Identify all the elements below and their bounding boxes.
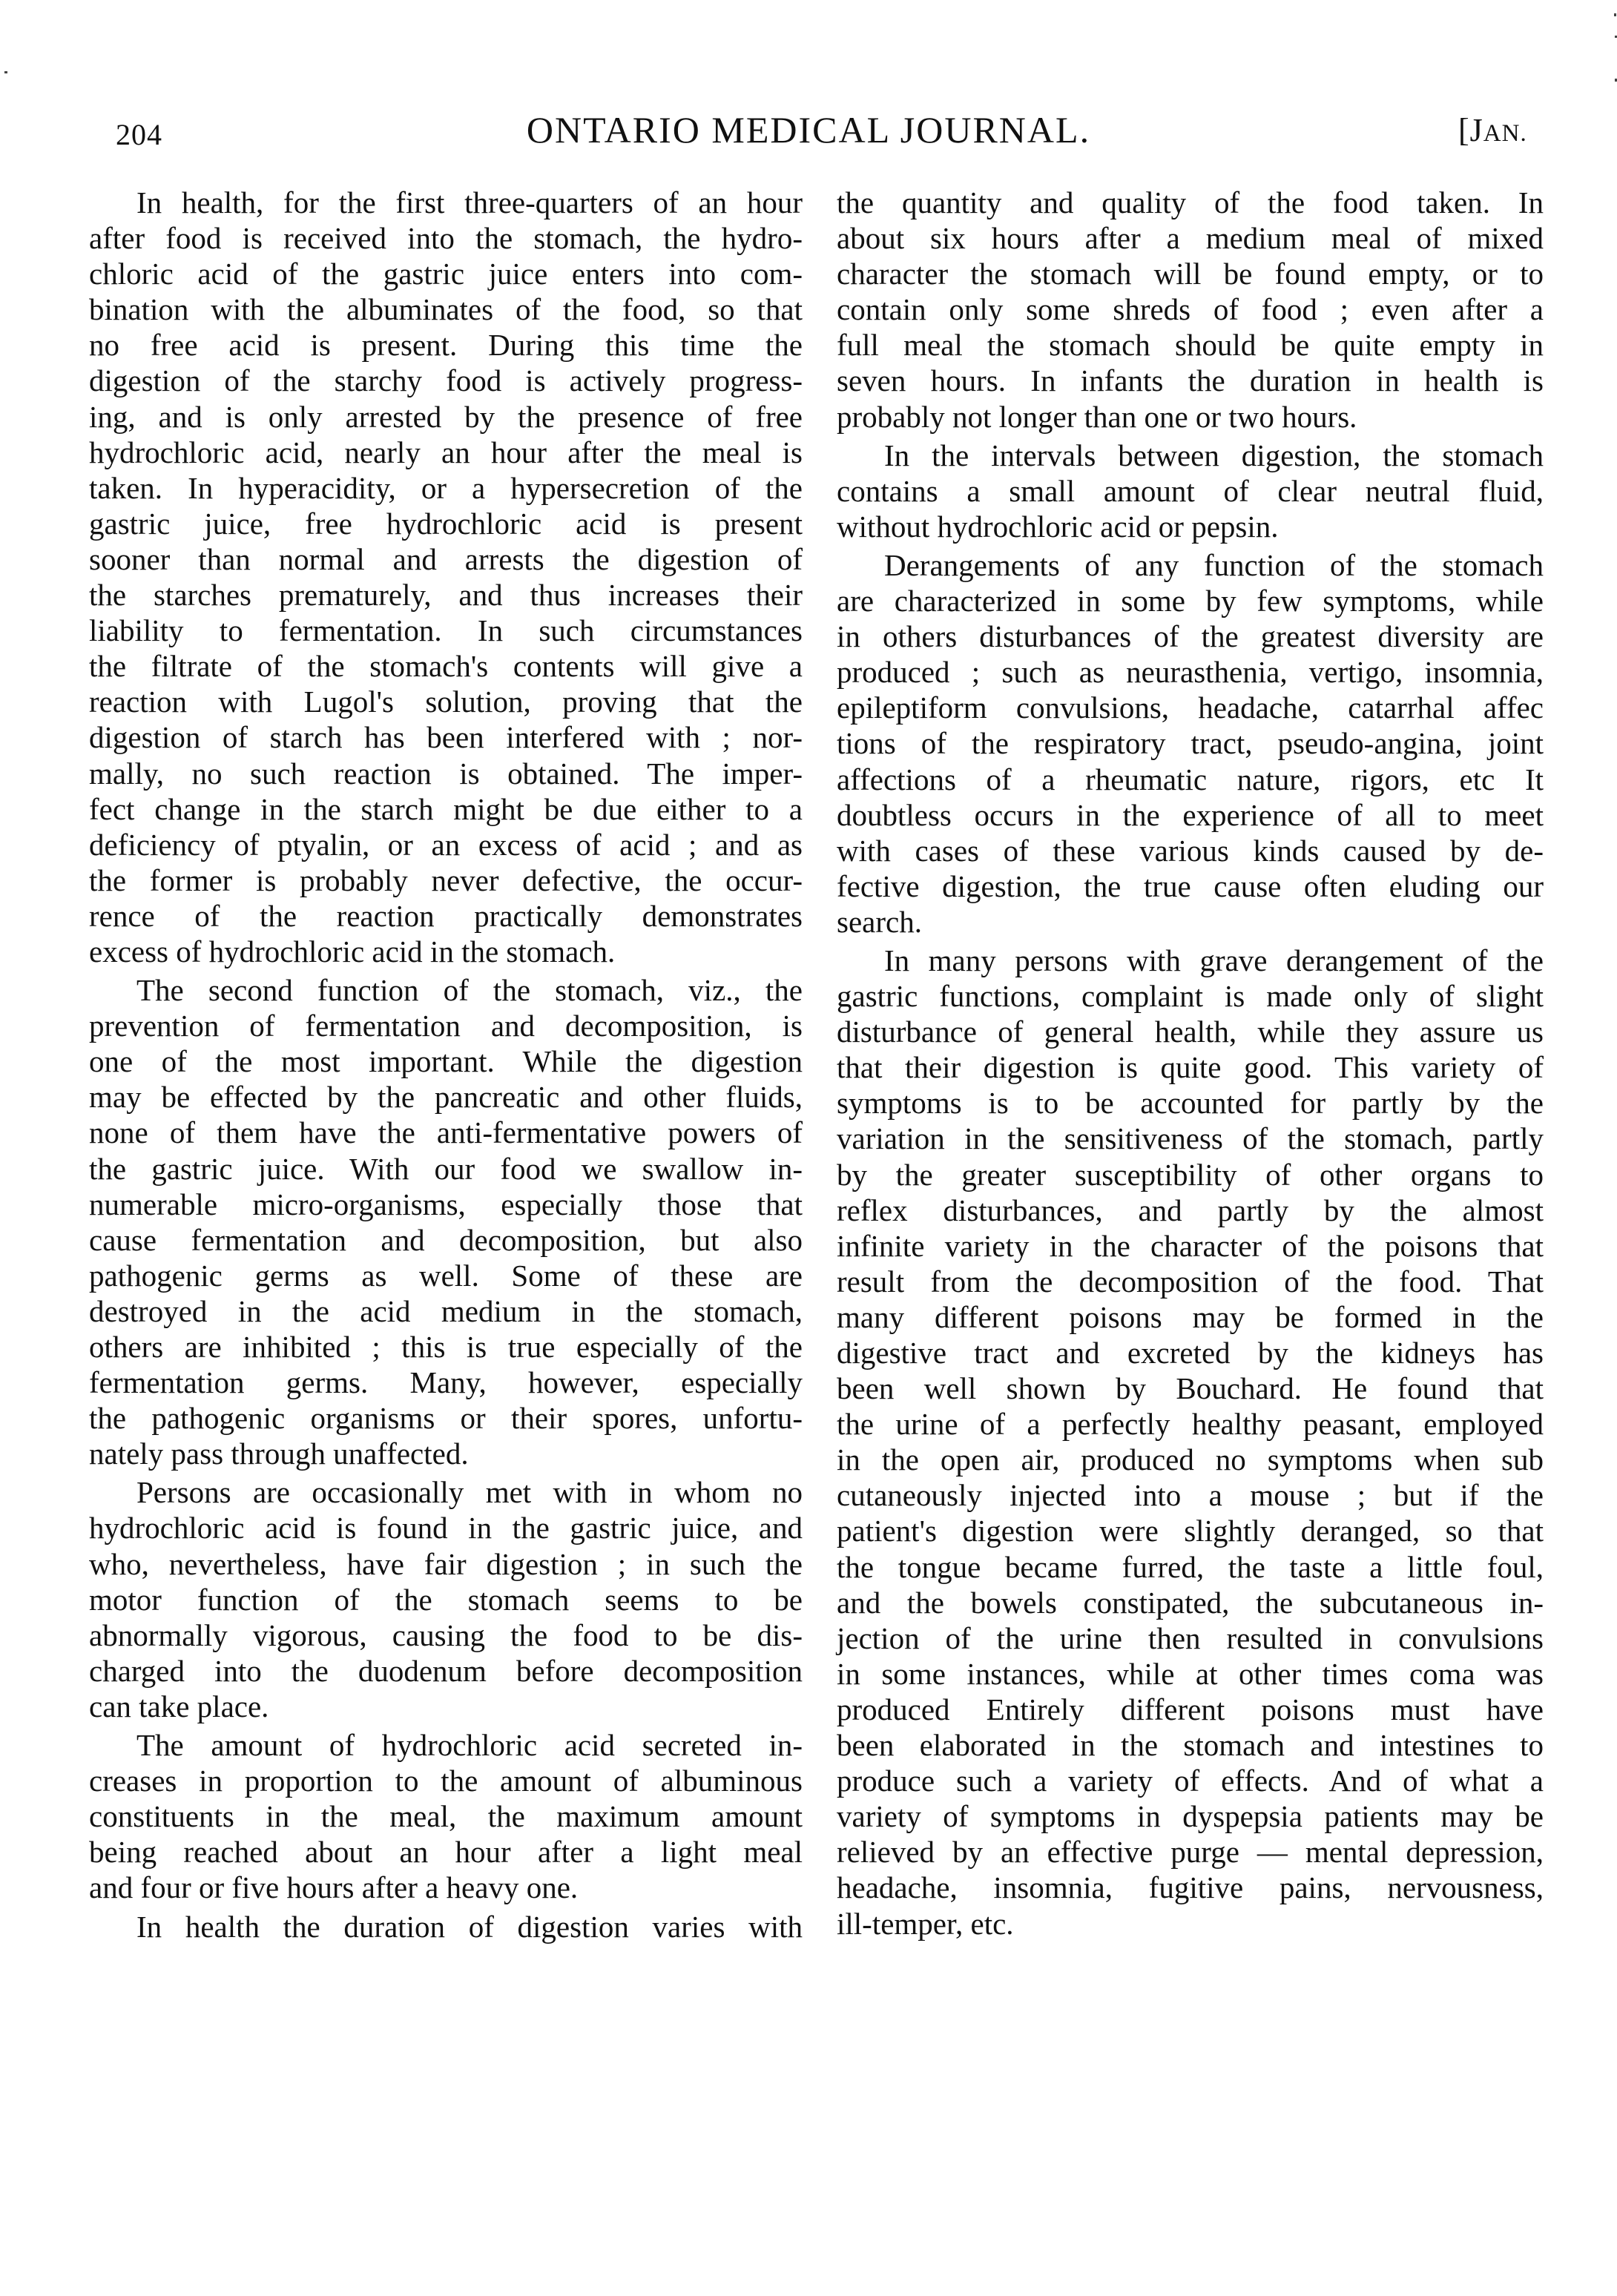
paragraph — [89, 185, 803, 969]
text-line: liability to fermentation. In such circumstances — [89, 613, 803, 648]
text-line: may be effected by the pancreatic and other fluids, — [89, 1080, 803, 1115]
paragraph — [89, 1909, 803, 1944]
text-line: in some instances, while at other times coma was — [837, 1656, 1544, 1691]
text-line: infinite variety in the character of the poisons that — [837, 1228, 1544, 1263]
page-number: 204 — [116, 118, 162, 151]
text-line: seven hours. In infants the duration in health is — [837, 363, 1544, 398]
text-line: can take place. — [89, 1689, 269, 1723]
text-line: bination with the albuminates of the food, so that — [89, 292, 803, 327]
issue-month-smallcaps: AN. — [1483, 120, 1527, 147]
text-line: produce such a variety of effects. And of what a — [837, 1764, 1544, 1798]
text-line: taken. In hyperacidity, or a hypersecretion of the — [89, 470, 803, 505]
text-line: no free acid is present. During this time the — [89, 328, 803, 363]
text-line: destroyed in the acid medium in the stomach, — [89, 1293, 803, 1328]
text-line: Persons are occasionally met with in whom no — [136, 1475, 803, 1510]
text-line: full meal the stomach should be quite empty in — [837, 328, 1544, 363]
text-line: fect change in the starch might be due either to a — [89, 791, 803, 826]
text-line: hydrochloric acid, nearly an hour after the meal is — [89, 435, 803, 469]
text-line: In health the duration of digestion varies with — [136, 1909, 803, 1944]
text-line: digestion of starch has been interfered with ; nor- — [89, 720, 803, 755]
text-line: character the stomach will be found empty, or to — [837, 257, 1544, 291]
paragraph — [89, 1727, 803, 1905]
text-line: by the greater susceptibility of other organs to — [837, 1157, 1544, 1192]
text-line: nately pass through unaffected. — [89, 1436, 469, 1471]
text-line: the starches prematurely, and thus increases their — [89, 578, 803, 613]
text-line: motor function of the stomach seems to be — [89, 1582, 803, 1617]
text-line: abnormally vigorous, causing the food to be dis- — [89, 1617, 803, 1652]
text-line: in others disturbances of the greatest diversity are — [837, 619, 1544, 654]
text-line: excess of hydrochloric acid in the stomach. — [89, 934, 616, 969]
text-line: been well shown by Bouchard. He found that — [837, 1371, 1544, 1406]
running-header — [0, 104, 1617, 156]
text-line: numerable micro-organisms, especially those that — [89, 1187, 803, 1221]
text-line: and four or five hours after a heavy one. — [89, 1870, 579, 1905]
text-line: hydrochloric acid is found in the gastric juice, and — [89, 1511, 803, 1545]
text-line: Derangements of any function of the stomach — [884, 547, 1544, 582]
text-line: digestion of the starchy food is actively progress- — [89, 363, 803, 398]
text-line: The amount of hydrochloric acid secreted in- — [136, 1728, 803, 1763]
text-line: In the intervals between digestion, the stomach — [884, 438, 1544, 472]
text-line: headache, insomnia, fugitive pains, nervousness, — [837, 1870, 1544, 1905]
text-line: constituents in the meal, the maximum amount — [89, 1799, 803, 1834]
text-line: the pathogenic organisms or their spores, unfortu- — [89, 1401, 803, 1436]
text-line: the tongue became furred, the taste a little foul, — [837, 1549, 1544, 1584]
text-line: disturbance of general health, while they assure us — [837, 1015, 1544, 1049]
issue-month — [1458, 111, 1527, 149]
text-line: search. — [837, 904, 922, 939]
text-line: result from the decomposition of the food. That — [837, 1264, 1544, 1299]
text-line: one of the most important. While the digestion — [89, 1044, 803, 1079]
scan-speck — [1614, 13, 1616, 16]
text-line: cutaneously injected into a mouse ; but if the — [837, 1478, 1544, 1513]
text-line: after food is received into the stomach, the hydro- — [89, 221, 803, 256]
text-line: variety of symptoms in dyspepsia patients may be — [837, 1799, 1544, 1834]
text-line: the gastric juice. With our food we swallow in- — [89, 1151, 803, 1186]
text-line: mally, no such reaction is obtained. The imper- — [89, 756, 803, 791]
text-line: relieved by an effective purge — mental depression, — [837, 1835, 1544, 1870]
text-line: reaction with Lugol's solution, proving that the — [89, 684, 803, 719]
text-line: the former is probably never defective, the occur- — [89, 862, 803, 897]
text-line: been elaborated in the stomach and intestines to — [837, 1728, 1544, 1763]
text-line: epileptiform convulsions, headache, catarrhal affec — [837, 690, 1544, 725]
text-line: without hydrochloric acid or pepsin. — [837, 509, 1279, 544]
text-line: charged into the duodenum before decomposition — [89, 1653, 803, 1688]
text-line: produced Entirely different poisons must have — [837, 1692, 1544, 1726]
text-line: are characterized in some by few symptoms, while — [837, 584, 1544, 618]
text-line: fective digestion, the true cause often eluding our — [837, 868, 1544, 903]
text-line: affections of a rheumatic nature, rigors, etc It — [837, 762, 1544, 796]
text-line: the quantity and quality of the food taken. In — [837, 185, 1544, 220]
text-line: none of them have the anti-fermentative powers of — [89, 1115, 803, 1150]
journal-title: ONTARIO MEDICAL JOURNAL. — [526, 109, 1091, 151]
text-line: about six hours after a medium meal of mixed — [837, 221, 1544, 256]
text-line: ing, and is only arrested by the presence of free — [89, 399, 803, 434]
text-line: rence of the reaction practically demonstrates — [89, 898, 803, 933]
text-line: variation in the sensitiveness of the stomach, partly — [837, 1121, 1544, 1156]
paragraph — [837, 185, 1544, 435]
text-line: gastric juice, free hydrochloric acid is present — [89, 506, 803, 541]
text-line: prevention of fermentation and decomposition, is — [89, 1009, 803, 1043]
text-line: In health, for the first three-quarters of an hour — [136, 185, 803, 220]
text-line: In many persons with grave derangement of the — [884, 943, 1544, 977]
text-line: contains a small amount of clear neutral fluid, — [837, 473, 1544, 508]
issue-month-bracket: [J — [1458, 112, 1483, 148]
text-line: in the open air, produced no symptoms when sub — [837, 1442, 1544, 1477]
text-line: creases in proportion to the amount of albuminous — [89, 1764, 803, 1798]
left-column — [89, 185, 803, 1944]
text-line: sooner than normal and arrests the digestion of — [89, 541, 803, 576]
text-line: others are inhibited ; this is true especially of the — [89, 1330, 803, 1364]
text-line: chloric acid of the gastric juice enters into com- — [89, 257, 803, 291]
paragraph — [837, 438, 1544, 544]
text-line: with cases of these various kinds caused by de- — [837, 833, 1544, 868]
text-line: and the bowels constipated, the subcutaneous in- — [837, 1585, 1544, 1620]
paragraph — [89, 972, 803, 1471]
text-line: symptoms is to be accounted for partly by the — [837, 1086, 1544, 1121]
text-line: pathogenic germs as well. Some of these are — [89, 1258, 803, 1293]
text-line: contain only some shreds of food ; even after a — [837, 292, 1544, 327]
paragraph — [837, 547, 1544, 940]
text-line: doubtless occurs in the experience of all to meet — [837, 797, 1544, 832]
text-line: the filtrate of the stomach's contents will give a — [89, 649, 803, 684]
right-column — [837, 185, 1544, 1942]
text-line: jection of the urine then resulted in convulsions — [837, 1620, 1544, 1655]
paragraph — [89, 1474, 803, 1724]
text-line: probably not longer than one or two hours. — [837, 399, 1357, 434]
text-line: being reached about an hour after a light meal — [89, 1835, 803, 1870]
text-line: the urine of a perfectly healthy peasant, employed — [837, 1407, 1544, 1442]
text-line: The second function of the stomach, viz., the — [136, 973, 803, 1008]
text-line: patient's digestion were slightly deranged, so that — [837, 1514, 1544, 1548]
text-line: tions of the respiratory tract, pseudo-angina, joint — [837, 726, 1544, 761]
text-line: that their digestion is quite good. This variety of — [837, 1050, 1544, 1085]
text-line: who, nevertheless, have fair digestion ; in such the — [89, 1546, 803, 1581]
scan-speck — [4, 71, 7, 73]
text-line: reflex disturbances, and partly by the almost — [837, 1192, 1544, 1227]
text-line: fermentation germs. Many, however, especially — [89, 1365, 803, 1400]
text-line: digestive tract and excreted by the kidneys has — [837, 1336, 1544, 1370]
text-line: produced ; such as neurasthenia, vertigo, insomnia, — [837, 655, 1544, 690]
text-line: cause fermentation and decomposition, but also — [89, 1222, 803, 1257]
text-line: gastric functions, complaint is made only of slight — [837, 979, 1544, 1014]
text-line: many different poisons may be formed in the — [837, 1299, 1544, 1334]
paragraph — [837, 943, 1544, 1942]
text-line: ill-temper, etc. — [837, 1906, 1014, 1941]
text-line: deficiency of ptyalin, or an excess of acid ; and as — [89, 827, 803, 862]
